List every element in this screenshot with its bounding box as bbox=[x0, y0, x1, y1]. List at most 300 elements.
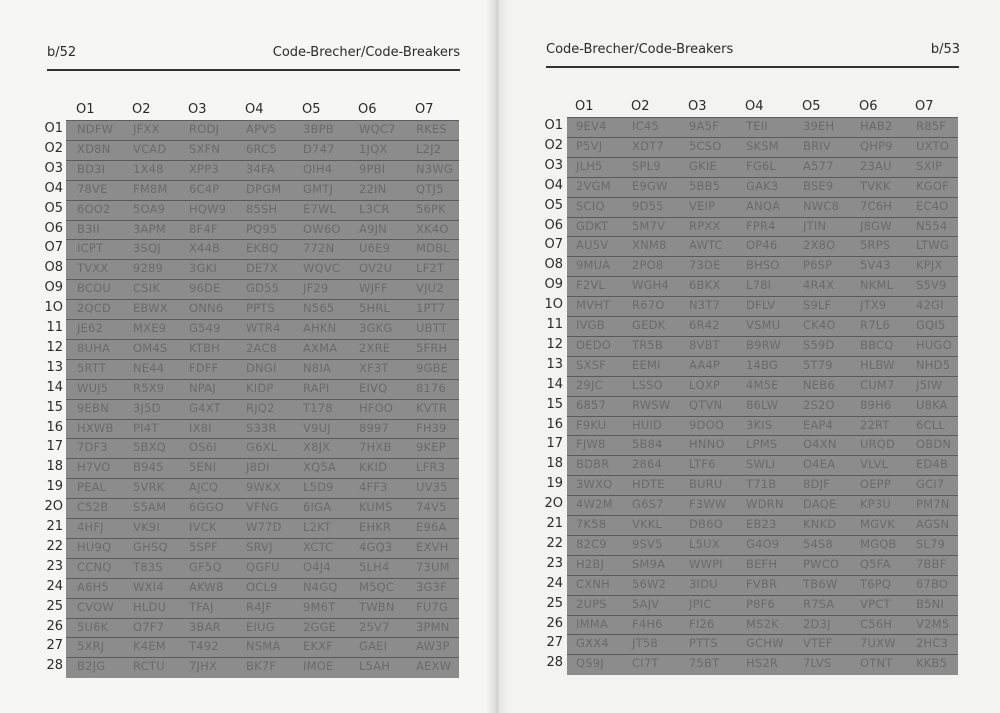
code-cell: GQI5 bbox=[916, 318, 946, 332]
code-cell: 7HXB bbox=[359, 440, 392, 455]
code-cell: OP46 bbox=[746, 238, 778, 253]
code-cell: QTJ5 bbox=[416, 181, 444, 196]
code-cell: 39EH bbox=[803, 119, 835, 133]
code-cell: OEPP bbox=[860, 477, 891, 492]
code-cell: FDFF bbox=[189, 360, 219, 375]
code-cell: 3GKG bbox=[359, 321, 393, 335]
row-number: O3 bbox=[44, 160, 63, 176]
code-cell: 78VE bbox=[77, 181, 108, 196]
code-cell: IX8I bbox=[189, 420, 212, 435]
column-header: O5 bbox=[802, 99, 821, 114]
code-cell: 4FF3 bbox=[359, 480, 388, 495]
code-cell: 2UPS bbox=[576, 596, 607, 611]
code-cell: GHSQ bbox=[133, 539, 168, 554]
code-cell: 6OO2 bbox=[77, 201, 111, 216]
code-cell: NEB6 bbox=[803, 377, 835, 392]
code-cell: R4JF bbox=[246, 599, 273, 614]
code-cell: 54S8 bbox=[803, 536, 834, 551]
code-cell: APV5 bbox=[246, 122, 277, 136]
code-cell: B2JG bbox=[77, 659, 106, 674]
code-cell: CSIK bbox=[133, 281, 161, 296]
code-cell: 8997 bbox=[359, 420, 390, 435]
code-cell: OM4S bbox=[133, 340, 168, 355]
code-cell: 4W2M bbox=[576, 497, 613, 512]
code-cell: HLDU bbox=[133, 599, 167, 614]
code-cell: JT58 bbox=[632, 636, 658, 651]
code-cell: RCTU bbox=[133, 659, 165, 674]
code-cell: 5U6K bbox=[77, 619, 109, 634]
code-cell: EEMI bbox=[632, 357, 661, 372]
code-cell: 89H6 bbox=[860, 397, 892, 412]
code-cell: R67O bbox=[632, 298, 665, 313]
code-cell: 5ENI bbox=[189, 460, 217, 475]
code-cell: G4XT bbox=[189, 400, 221, 415]
code-cell: DNGI bbox=[246, 360, 277, 375]
code-cell: G6XL bbox=[246, 440, 278, 455]
code-cell: EXVH bbox=[416, 539, 449, 554]
code-cell: CVOW bbox=[77, 599, 114, 614]
page-title: Code-Brecher/Code-Breakers bbox=[272, 45, 460, 60]
code-cell: VSMU bbox=[746, 318, 781, 332]
code-cell: XCTC bbox=[303, 539, 334, 554]
code-cell: ANQA bbox=[746, 198, 781, 213]
code-cell: SKSM bbox=[746, 138, 779, 153]
row-number: 26 bbox=[46, 618, 63, 634]
right-page bbox=[497, 0, 1000, 713]
code-cell: AU5V bbox=[576, 238, 609, 253]
code-cell: KVTR bbox=[416, 400, 448, 415]
code-cell: MVHT bbox=[576, 298, 611, 313]
column-header: O2 bbox=[631, 99, 650, 114]
code-cell: ONN6 bbox=[189, 301, 224, 316]
code-cell: URQD bbox=[860, 437, 896, 452]
code-cell: L2J2 bbox=[416, 141, 442, 156]
code-cell: 73UM bbox=[416, 559, 450, 574]
code-cell: GKIE bbox=[689, 158, 717, 173]
code-cell: WQC7 bbox=[359, 122, 396, 136]
code-cell: 3IDU bbox=[689, 576, 718, 591]
code-cell: 2S2O bbox=[803, 397, 835, 412]
code-cell: 4R4X bbox=[803, 278, 835, 293]
code-cell: O4J4 bbox=[303, 559, 331, 574]
code-cell: 6C4P bbox=[189, 181, 220, 196]
code-cell: TWBN bbox=[359, 599, 395, 614]
code-cell: 23AU bbox=[860, 158, 892, 173]
code-cell: 5LH4 bbox=[359, 559, 390, 574]
code-cell: DAQE bbox=[803, 497, 837, 512]
code-cell: GXX4 bbox=[576, 636, 609, 651]
code-cell: T178 bbox=[303, 400, 333, 415]
code-cell: OBDN bbox=[916, 437, 952, 452]
code-cell: VEIP bbox=[689, 198, 716, 213]
code-cell: 5HRL bbox=[359, 301, 391, 316]
code-cell: VK9I bbox=[133, 520, 160, 534]
column-header: O4 bbox=[245, 102, 264, 117]
code-cell: J8DI bbox=[246, 460, 270, 475]
code-cell: T6PQ bbox=[860, 576, 892, 591]
code-cell: XDT7 bbox=[632, 138, 664, 153]
code-cell: NPAJ bbox=[189, 380, 216, 395]
code-cell: QGFU bbox=[246, 559, 280, 574]
code-cell: HNNO bbox=[689, 437, 725, 452]
code-cell: PPTS bbox=[246, 301, 275, 316]
page-number: b/52 bbox=[47, 45, 77, 60]
code-cell: KKID bbox=[359, 460, 388, 475]
code-cell: S59D bbox=[803, 337, 835, 352]
code-cell: L5D9 bbox=[303, 480, 334, 495]
code-cell: C56H bbox=[860, 616, 893, 631]
row-number: O6 bbox=[44, 220, 63, 236]
code-cell: 5XRJ bbox=[77, 639, 105, 654]
code-cell: XPP3 bbox=[189, 161, 219, 176]
row-number: O3 bbox=[544, 157, 563, 173]
code-cell: J8GW bbox=[860, 218, 892, 233]
code-cell: AW3P bbox=[416, 639, 450, 654]
code-cell: 6857 bbox=[576, 397, 607, 412]
code-cell: JTIN bbox=[803, 218, 827, 233]
code-cell: BDBR bbox=[576, 457, 610, 472]
code-cell: 5CSO bbox=[689, 138, 722, 153]
code-cell: BD3I bbox=[77, 161, 106, 176]
code-cell: G6S7 bbox=[632, 497, 664, 512]
code-cell: GCI7 bbox=[916, 477, 945, 492]
code-cell: AEXW bbox=[416, 659, 452, 674]
code-cell: WTR4 bbox=[246, 321, 281, 335]
code-cell: 3G3F bbox=[416, 579, 447, 594]
code-cell: OEDO bbox=[576, 337, 612, 352]
code-cell: L5UX bbox=[689, 536, 720, 551]
code-cell: AGSN bbox=[916, 517, 950, 531]
code-cell: 75BT bbox=[689, 656, 720, 671]
code-cell: 96DE bbox=[189, 281, 221, 296]
code-cell: V9UJ bbox=[303, 420, 331, 435]
column-header: O1 bbox=[76, 102, 95, 117]
code-cell: TFAJ bbox=[189, 599, 214, 614]
code-cell: EIVQ bbox=[359, 380, 388, 395]
code-cell: CCNQ bbox=[77, 559, 112, 574]
code-cell: MS2K bbox=[746, 616, 779, 631]
code-cell: E7WL bbox=[303, 201, 337, 216]
code-cell: F3WW bbox=[689, 497, 727, 512]
code-cell: HUID bbox=[632, 417, 663, 432]
code-cell: RODJ bbox=[189, 122, 220, 136]
code-cell: ICPT bbox=[77, 241, 104, 256]
code-cell: R7L6 bbox=[860, 318, 890, 332]
row-number: 17 bbox=[546, 436, 563, 452]
code-cell: 2GGE bbox=[303, 619, 337, 634]
code-cell: P5VJ bbox=[576, 138, 603, 153]
row-number: 19 bbox=[46, 479, 63, 495]
code-cell: 3PMN bbox=[416, 619, 450, 634]
code-cell: S5AM bbox=[133, 500, 167, 515]
code-cell: 42GI bbox=[916, 298, 944, 313]
code-cell: TVKK bbox=[860, 178, 891, 193]
code-cell: FJW8 bbox=[576, 437, 606, 452]
column-header: O5 bbox=[302, 102, 321, 117]
code-cell: BK7F bbox=[246, 659, 277, 674]
code-cell: HAB2 bbox=[860, 119, 893, 133]
row-number: 14 bbox=[546, 376, 563, 392]
code-cell: K4EM bbox=[133, 639, 166, 654]
code-cell: RWSW bbox=[632, 397, 671, 412]
code-cell: 2QCD bbox=[77, 301, 112, 316]
code-cell: 56W2 bbox=[632, 576, 667, 591]
row-number: O1 bbox=[544, 118, 563, 133]
code-cell: VTEF bbox=[803, 636, 833, 651]
code-cell: KKB5 bbox=[916, 656, 948, 671]
code-cell: F2VL bbox=[576, 278, 606, 293]
code-cell: GAK3 bbox=[746, 178, 779, 193]
code-cell: UV35 bbox=[416, 480, 448, 495]
row-number: 27 bbox=[546, 635, 563, 651]
code-cell: 7K58 bbox=[576, 517, 607, 531]
code-cell: W77D bbox=[246, 520, 282, 534]
code-cell: 1PT7 bbox=[416, 301, 446, 316]
row-number: 15 bbox=[546, 396, 563, 412]
row-number: 1O bbox=[44, 300, 63, 316]
code-cell: DPGM bbox=[246, 181, 282, 196]
code-cell: V2M5 bbox=[916, 616, 950, 631]
row-number: 18 bbox=[546, 456, 563, 472]
code-cell: VJU2 bbox=[416, 281, 444, 296]
code-cell: BCOU bbox=[77, 281, 111, 296]
row-number: O9 bbox=[44, 280, 63, 296]
code-cell: WUJ5 bbox=[77, 380, 109, 395]
code-cell: GF5Q bbox=[189, 559, 222, 574]
code-cell: SCIQ bbox=[576, 198, 605, 213]
code-cell: CUM7 bbox=[860, 377, 895, 392]
code-cell: 2XRE bbox=[359, 340, 391, 355]
code-cell: X8JX bbox=[303, 440, 331, 455]
code-cell: 7LVS bbox=[803, 656, 832, 671]
code-cell: 3SQJ bbox=[133, 241, 161, 256]
row-number: O9 bbox=[544, 277, 563, 293]
code-cell: BEFH bbox=[746, 556, 778, 571]
code-cell: 9SV5 bbox=[632, 536, 663, 551]
code-cell: DE7X bbox=[246, 261, 279, 276]
column-header: O6 bbox=[859, 99, 878, 114]
code-cell: AJCQ bbox=[189, 480, 219, 495]
code-cell: 3KIS bbox=[746, 417, 773, 432]
code-cell: A577 bbox=[803, 158, 834, 173]
code-cell: AXMA bbox=[303, 340, 338, 355]
code-cell: FM8M bbox=[133, 181, 168, 196]
code-cell: 25V7 bbox=[359, 619, 390, 634]
code-cell: R85F bbox=[916, 119, 947, 133]
row-number: 12 bbox=[546, 336, 563, 352]
code-cell: 9WKX bbox=[246, 480, 281, 495]
code-cell: 5RTT bbox=[77, 360, 107, 375]
code-cell: GEDK bbox=[632, 318, 666, 332]
code-cell: FVBR bbox=[746, 576, 778, 591]
code-cell: IVGB bbox=[576, 318, 605, 332]
code-cell: 6RC5 bbox=[246, 141, 277, 156]
row-number: 28 bbox=[46, 658, 63, 674]
code-cell: XD8N bbox=[77, 141, 111, 156]
page-title: Code-Brecher/Code-Breakers bbox=[546, 42, 734, 57]
code-cell: N3WG bbox=[416, 161, 454, 176]
code-cell: KGOF bbox=[916, 178, 949, 193]
code-cell: Q5FA bbox=[860, 556, 891, 571]
code-cell: T492 bbox=[189, 639, 219, 654]
code-cell: 5SPF bbox=[189, 539, 218, 554]
code-cell: X44B bbox=[189, 241, 221, 256]
row-number: 16 bbox=[546, 416, 563, 432]
code-cell: M5QC bbox=[359, 579, 395, 594]
code-cell: FPR4 bbox=[746, 218, 776, 233]
code-cell: EAP4 bbox=[803, 417, 834, 432]
code-cell: FH39 bbox=[416, 420, 447, 435]
code-cell: B945 bbox=[133, 460, 164, 475]
row-number: 23 bbox=[546, 555, 563, 571]
row-number: 26 bbox=[546, 615, 563, 631]
code-cell: 3BPB bbox=[303, 122, 334, 136]
code-cell: 8F4F bbox=[189, 221, 218, 236]
code-cell: IMMA bbox=[576, 616, 608, 631]
code-cell: WJFF bbox=[359, 281, 388, 296]
code-cell: 8UHA bbox=[77, 340, 111, 355]
code-cell: PQ95 bbox=[246, 221, 278, 236]
code-cell: VFNG bbox=[246, 500, 279, 515]
code-cell: 5AJV bbox=[632, 596, 660, 611]
code-cell: CK4O bbox=[803, 318, 836, 332]
column-header: O1 bbox=[575, 99, 594, 114]
code-cell: OW6O bbox=[303, 221, 341, 236]
code-cell: A9JN bbox=[359, 221, 387, 236]
code-cell: QIH4 bbox=[303, 161, 333, 176]
code-cell: 3J5D bbox=[133, 400, 161, 415]
code-cell: VCAD bbox=[133, 141, 167, 156]
code-cell: WQVC bbox=[303, 261, 341, 276]
header-rule bbox=[47, 69, 460, 71]
code-cell: GAEI bbox=[359, 639, 388, 654]
code-cell: T83S bbox=[133, 559, 163, 574]
column-header: O3 bbox=[688, 99, 707, 114]
code-cell: 5FRH bbox=[416, 340, 448, 355]
row-number: 21 bbox=[546, 516, 563, 531]
code-cell: 6R42 bbox=[689, 318, 720, 332]
code-cell: 7DF3 bbox=[77, 440, 108, 455]
code-cell: EBWX bbox=[133, 301, 168, 316]
code-cell: NKML bbox=[860, 278, 894, 293]
code-cell: LQXP bbox=[689, 377, 721, 392]
code-cell: CI7T bbox=[632, 656, 659, 671]
row-number: 24 bbox=[546, 575, 563, 591]
code-cell: JF29 bbox=[303, 281, 329, 296]
column-header: O7 bbox=[915, 99, 934, 114]
code-cell: KTBH bbox=[189, 340, 221, 355]
code-cell: PWCO bbox=[803, 556, 840, 571]
code-cell: IC45 bbox=[632, 119, 659, 133]
code-cell: WXI4 bbox=[133, 579, 164, 594]
code-cell: 9MUA bbox=[576, 258, 611, 273]
code-cell: J5IW bbox=[916, 377, 943, 392]
row-number: 13 bbox=[546, 356, 563, 372]
row-number: 17 bbox=[46, 439, 63, 455]
code-cell: SWLI bbox=[746, 457, 776, 472]
row-number: 24 bbox=[46, 578, 63, 594]
code-cell: NWC8 bbox=[803, 198, 840, 213]
row-number: O8 bbox=[544, 257, 563, 273]
code-cell: 1X48 bbox=[133, 161, 164, 176]
code-cell: EKXF bbox=[303, 639, 334, 654]
code-cell: 5T79 bbox=[803, 357, 833, 372]
code-cell: SXSF bbox=[576, 357, 606, 372]
code-cell: JLH5 bbox=[576, 158, 603, 173]
code-cell: 7BBF bbox=[916, 556, 947, 571]
row-number: O2 bbox=[544, 137, 563, 153]
code-cell: 5VRK bbox=[133, 480, 165, 495]
code-cell: PEAL bbox=[77, 480, 107, 495]
code-cell: U8KA bbox=[916, 397, 948, 412]
code-cell: TR5B bbox=[632, 337, 664, 352]
row-number: O5 bbox=[44, 200, 63, 216]
code-cell: NSMA bbox=[246, 639, 281, 654]
code-cell: KUMS bbox=[359, 500, 393, 515]
row-number: 25 bbox=[546, 595, 563, 611]
code-cell: SXFN bbox=[189, 141, 221, 156]
code-cell: HUGO bbox=[916, 337, 952, 352]
code-cell: KP3U bbox=[860, 497, 892, 512]
code-cell: LFR3 bbox=[416, 460, 446, 475]
code-cell: SL79 bbox=[916, 536, 946, 551]
code-cell: B3II bbox=[77, 221, 100, 236]
code-cell: RJQ2 bbox=[246, 400, 275, 415]
code-cell: EB23 bbox=[746, 517, 777, 531]
code-cell: 74V5 bbox=[416, 500, 447, 515]
code-cell: 9EBN bbox=[77, 400, 109, 415]
code-cell: H7VO bbox=[77, 460, 111, 475]
code-cell: GDKT bbox=[576, 218, 609, 233]
code-cell: S33R bbox=[246, 420, 277, 435]
code-cell: PM7N bbox=[916, 497, 950, 512]
code-cell: EHKR bbox=[359, 520, 392, 534]
row-number: 22 bbox=[546, 535, 563, 551]
row-number: 11 bbox=[546, 317, 563, 332]
code-cell: 3GKI bbox=[189, 261, 217, 276]
row-number: 28 bbox=[546, 655, 563, 671]
row-number: O4 bbox=[544, 177, 563, 193]
column-header: O6 bbox=[358, 102, 377, 117]
code-cell: HLBW bbox=[860, 357, 895, 372]
code-cell: U6E9 bbox=[359, 241, 391, 256]
code-cell: 7UXW bbox=[860, 636, 896, 651]
left-page bbox=[0, 0, 497, 713]
code-cell: C52B bbox=[77, 500, 109, 515]
code-cell: OV2U bbox=[359, 261, 393, 276]
code-cell: 29JC bbox=[576, 377, 603, 392]
code-cell: 2X8O bbox=[803, 238, 836, 253]
code-cell: GD55 bbox=[246, 281, 280, 296]
code-cell: 2VGM bbox=[576, 178, 611, 193]
code-cell: 4M5E bbox=[746, 377, 779, 392]
code-cell: AA4P bbox=[689, 357, 721, 372]
code-cell: WWPI bbox=[689, 556, 723, 571]
code-cell: QHP9 bbox=[860, 138, 893, 153]
code-cell: VLVL bbox=[860, 457, 889, 472]
code-cell: SPL9 bbox=[632, 158, 661, 173]
code-cell: HFOO bbox=[359, 400, 394, 415]
code-cell: 73DE bbox=[689, 258, 721, 273]
page-number: b/53 bbox=[930, 42, 960, 57]
code-cell: N8IA bbox=[303, 360, 331, 375]
code-cell: 4HFJ bbox=[77, 520, 104, 534]
code-cell: NDFW bbox=[77, 122, 114, 136]
code-cell: UXTO bbox=[916, 138, 949, 153]
code-cell: AWTC bbox=[689, 238, 723, 253]
code-cell: MXE9 bbox=[133, 321, 167, 335]
code-cell: AKW8 bbox=[189, 579, 224, 594]
